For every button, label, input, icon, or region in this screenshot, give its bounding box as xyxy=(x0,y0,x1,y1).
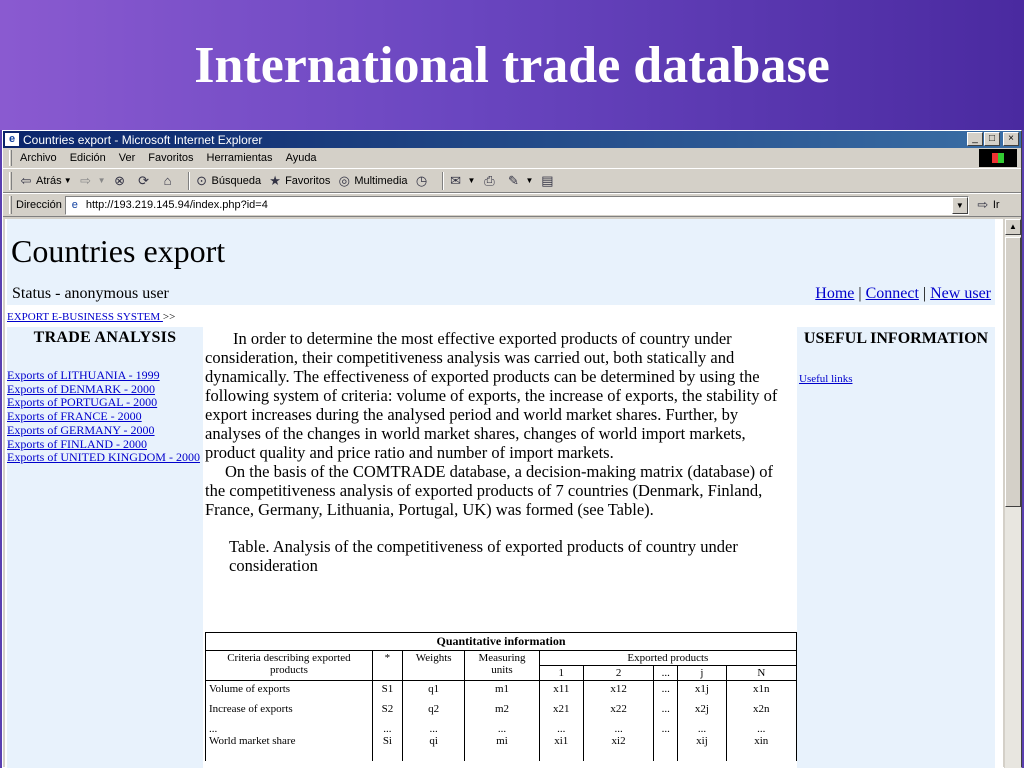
media-icon: ◎ xyxy=(338,172,350,188)
forward-button[interactable] xyxy=(78,173,106,189)
close-button[interactable]: × xyxy=(1003,132,1019,146)
home-link[interactable]: Home xyxy=(815,285,855,302)
m-value: ... xyxy=(497,723,507,735)
x-value xyxy=(657,734,674,754)
x-value: x1n xyxy=(753,683,770,695)
q-value: ... xyxy=(429,723,438,735)
vertical-scrollbar[interactable] xyxy=(1004,219,1021,768)
x-value: x12 xyxy=(610,683,627,695)
m-value: mi xyxy=(496,735,508,747)
history-icon: ◷ xyxy=(415,172,428,188)
xn-cells xyxy=(726,681,796,761)
table-title: Quantitative information xyxy=(206,633,797,651)
right-sidebar xyxy=(797,327,995,768)
go-arrow-icon: ⇨ xyxy=(977,197,989,212)
edit-dropdown-icon[interactable]: ▼ xyxy=(525,176,534,185)
x-value: x1j xyxy=(694,683,709,695)
x-value: xi2 xyxy=(611,735,626,747)
slide-title: International trade database xyxy=(194,37,830,94)
toolbar-separator xyxy=(188,172,190,190)
window-title: Countries export - Microsoft Internet Explorer xyxy=(23,132,263,147)
breadcrumb-arrow: >> xyxy=(162,311,176,323)
home-button[interactable] xyxy=(160,173,178,189)
x-value: ... xyxy=(661,723,670,735)
back-button[interactable] xyxy=(18,173,72,189)
q-value: qi xyxy=(429,735,438,747)
status-text: Status - anonymous user xyxy=(12,285,169,302)
link-uk-2000[interactable]: Exports of UNITED KINGDOM - 2000 xyxy=(7,450,200,465)
m-cells xyxy=(465,681,539,761)
x2-cells xyxy=(583,681,653,761)
refresh-icon: ⟳ xyxy=(138,172,149,188)
page-viewport xyxy=(5,219,1003,768)
breadcrumb xyxy=(7,311,175,323)
page-top-banner xyxy=(7,219,995,305)
s-value: S2 xyxy=(381,703,394,715)
breadcrumb-link[interactable]: EXPORT E-BUSINESS SYSTEM xyxy=(7,311,163,323)
col-product-j: j xyxy=(678,666,726,681)
edit-icon: ✎ xyxy=(507,172,519,188)
criteria-dots: ... xyxy=(209,723,218,735)
m-value: m2 xyxy=(494,703,510,715)
x1-cells xyxy=(539,681,583,761)
back-dropdown-icon[interactable]: ▼ xyxy=(63,176,72,185)
nav-separator: | xyxy=(922,285,927,302)
s-value: ... xyxy=(383,723,392,735)
x-value: x11 xyxy=(553,683,570,695)
browser-window xyxy=(2,130,1022,768)
menubar-grip[interactable] xyxy=(9,150,12,166)
nav-separator: | xyxy=(858,285,862,302)
menu-herramientas[interactable]: Herramientas xyxy=(206,152,273,164)
x-value: ... xyxy=(661,683,670,695)
col-star: * xyxy=(372,651,402,681)
col-criteria: Criteria describing exported products xyxy=(206,651,373,681)
connect-link[interactable]: Connect xyxy=(865,285,919,302)
menu-favoritos[interactable]: Favoritos xyxy=(148,152,194,164)
top-nav xyxy=(815,285,991,303)
link-germany-2000[interactable]: Exports of GERMANY - 2000 xyxy=(7,422,155,437)
left-sidebar xyxy=(7,327,203,768)
stop-button[interactable] xyxy=(112,173,130,189)
table-caption: Table. Analysis of the competitiveness of exported products of country under consideration xyxy=(229,537,738,575)
link-france-2000[interactable]: Exports of FRANCE - 2000 xyxy=(7,409,142,424)
q-value: q2 xyxy=(428,703,440,715)
q-value: q1 xyxy=(428,683,440,695)
page-title: Countries export xyxy=(11,233,226,269)
toolbar-separator xyxy=(442,172,444,190)
toolbar-grip[interactable] xyxy=(9,172,12,190)
favorites-folder-icon: ★ xyxy=(269,172,281,188)
col-product-2: 2 xyxy=(583,666,653,681)
scroll-up-icon[interactable]: ▲ xyxy=(1005,219,1021,235)
new-user-link[interactable]: New user xyxy=(930,285,991,302)
go-button[interactable] xyxy=(975,197,1000,213)
link-portugal-2000[interactable]: Exports of PORTUGAL - 2000 xyxy=(7,395,158,410)
address-bar xyxy=(3,193,1021,217)
home-icon: ⌂ xyxy=(163,172,172,188)
criteria-cells xyxy=(206,681,373,761)
x-value: ... xyxy=(661,703,670,715)
search-icon: ⊙ xyxy=(196,172,207,188)
ie-icon: e xyxy=(5,133,19,146)
trade-analysis-heading: TRADE ANALYSIS xyxy=(33,329,177,346)
stop-icon: ⊗ xyxy=(114,172,125,188)
favorites-label: Favoritos xyxy=(285,174,331,187)
x-value: ... xyxy=(757,723,766,735)
search-button[interactable] xyxy=(194,173,262,189)
back-arrow-icon: ⇦ xyxy=(20,172,32,188)
address-dropdown-icon[interactable]: ▼ xyxy=(952,197,968,214)
forward-dropdown-icon[interactable]: ▼ xyxy=(97,176,106,185)
competitiveness-table xyxy=(205,632,797,761)
menu-bar xyxy=(3,148,1021,169)
useful-links-link[interactable]: Useful links xyxy=(799,373,853,385)
favorites-button[interactable] xyxy=(267,173,330,189)
search-label: Búsqueda xyxy=(211,174,262,187)
menu-edicion[interactable]: Edición xyxy=(69,152,106,164)
col-units: Measuring units xyxy=(465,651,539,681)
xdots-cells xyxy=(654,681,678,761)
link-lithuania-1999[interactable]: Exports of LITHUANIA - 1999 xyxy=(7,368,160,382)
s-value: S1 xyxy=(381,683,394,695)
criteria-market-share: World market share xyxy=(209,735,296,747)
slide-header xyxy=(0,0,1024,130)
criteria-increase: Increase of exports xyxy=(209,703,293,715)
print-button[interactable] xyxy=(481,173,499,189)
standard-toolbar xyxy=(3,169,1021,193)
s-value: Si xyxy=(382,735,392,747)
mail-dropdown-icon[interactable]: ▼ xyxy=(467,176,476,185)
x-value: ... xyxy=(614,723,623,735)
scroll-thumb[interactable] xyxy=(1005,237,1021,507)
menu-ayuda[interactable]: Ayuda xyxy=(285,152,317,164)
window-titlebar[interactable] xyxy=(3,131,1021,148)
s-cells xyxy=(372,681,402,761)
table-row xyxy=(206,681,797,761)
xj-cells xyxy=(678,681,726,761)
edit-button[interactable] xyxy=(505,173,533,189)
col-product-dots: ... xyxy=(654,666,678,681)
menu-ver[interactable]: Ver xyxy=(118,152,136,164)
history-button[interactable] xyxy=(414,173,432,189)
x-value: xij xyxy=(696,735,708,747)
minimize-button[interactable]: _ xyxy=(967,132,983,146)
media-button[interactable] xyxy=(336,173,407,189)
col-product-n: N xyxy=(726,666,796,681)
x-value: x21 xyxy=(553,703,570,715)
address-label: Dirección xyxy=(16,199,62,211)
menu-archivo[interactable]: Archivo xyxy=(20,152,57,164)
mail-button[interactable] xyxy=(448,173,476,189)
x-value: x2j xyxy=(694,703,709,715)
x-value: xin xyxy=(754,735,769,747)
page-icon: e xyxy=(71,198,78,211)
m-value: m1 xyxy=(494,683,510,695)
x-value: xi1 xyxy=(554,735,569,747)
go-label: Ir xyxy=(992,199,1000,211)
print-icon: ⎙ xyxy=(484,172,495,188)
refresh-button[interactable] xyxy=(136,173,154,189)
intro-paragraph: In order to determine the most effective exported products of country under consideration, their competitiveness analysis was carried out, both statically and dynamically. The effectiveness of exported products can be determined by using the following system of criteria: volume of exports, the increase of exports, the stability of export increases during the analysed period and world market shares. Further, by analyses of the changes in world market shares, changes of world import markets, product quality and price ratio and number of import markets. xyxy=(205,329,778,462)
address-input[interactable] xyxy=(65,196,969,215)
col-exported-products: Exported products xyxy=(539,651,796,666)
export-links xyxy=(7,369,203,465)
discuss-button[interactable] xyxy=(539,173,557,189)
discuss-icon: ▤ xyxy=(541,172,554,188)
x-value: ... xyxy=(697,723,707,735)
col-product-1: 1 xyxy=(539,666,583,681)
forward-arrow-icon: ⇨ xyxy=(80,172,92,188)
media-label: Multimedia xyxy=(354,174,408,187)
addressbar-grip[interactable] xyxy=(9,196,12,214)
link-denmark-2000[interactable]: Exports of DENMARK - 2000 xyxy=(7,381,155,396)
x-value: ... xyxy=(557,723,566,735)
col-weights: Weights xyxy=(402,651,464,681)
criteria-volume: Volume of exports xyxy=(209,683,291,695)
link-finland-2000[interactable]: Exports of FINLAND - 2000 xyxy=(7,436,147,451)
windows-logo-icon xyxy=(979,149,1017,167)
main-content xyxy=(205,329,793,595)
mail-icon: ✉ xyxy=(450,172,461,188)
address-url[interactable]: http://193.219.145.94/index.php?id=4 xyxy=(85,199,268,211)
q-cells xyxy=(402,681,464,761)
back-label: Atrás xyxy=(36,174,62,187)
useful-info-heading: USEFUL INFORMATION xyxy=(803,330,989,347)
x-value: x22 xyxy=(610,703,627,715)
comtrade-paragraph: On the basis of the COMTRADE database, a decision-making matrix (database) of the competitiveness analysis of exported products of 7 countries (Denmark, Finland, France, Germany, Lithuania, Portugal, UK) was formed (see Table). xyxy=(205,462,774,519)
maximize-button[interactable]: □ xyxy=(984,132,1000,146)
x-value: x2n xyxy=(753,703,770,715)
